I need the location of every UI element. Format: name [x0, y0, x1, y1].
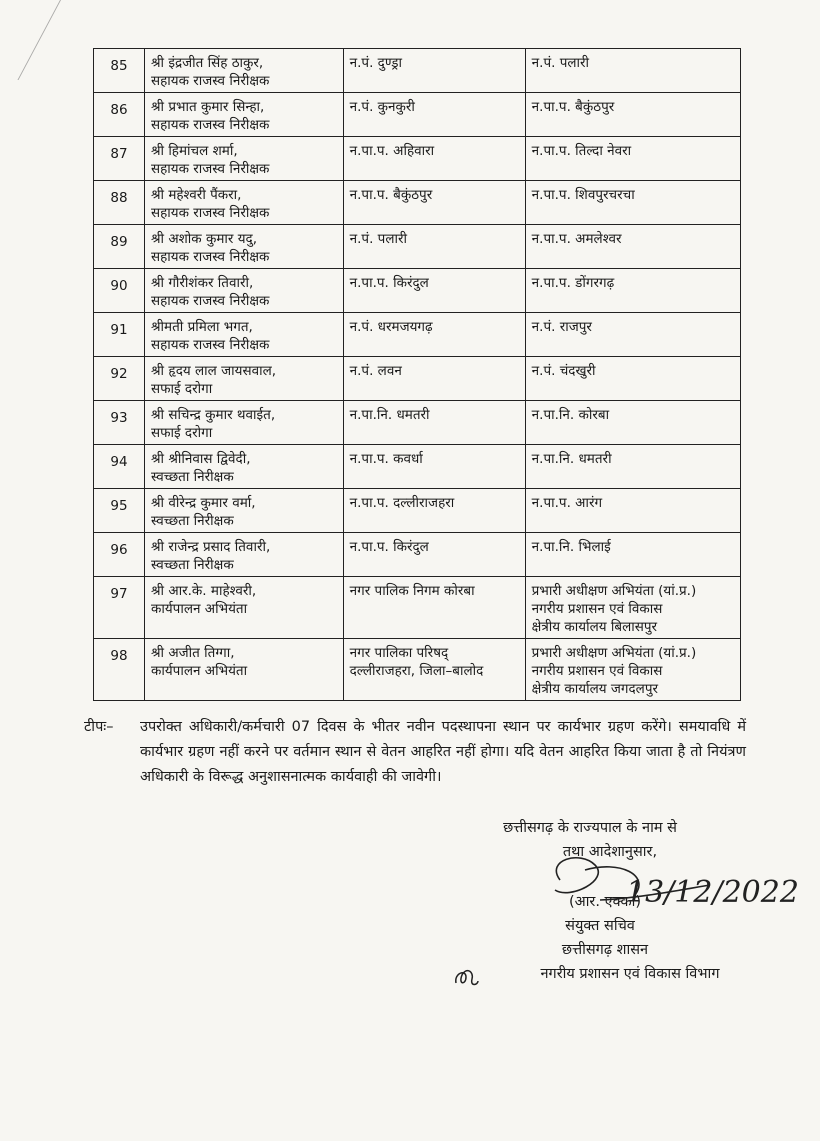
current-posting-cell — [343, 445, 525, 489]
employee-cell-name: श्री आर.के. माहेश्वरी, — [150, 583, 257, 599]
employee-cell-name: श्री गौरीशंकर तिवारी, — [150, 275, 254, 291]
current-posting-cell-line2: दल्लीराजहरा, जिला–बालोद — [349, 663, 484, 679]
table-row — [94, 93, 741, 137]
new-posting-cell-line1: न.पा.प. तिल्दा नेवरा — [531, 143, 632, 159]
new-posting-cell-line1: न.पा.प. बैकुंठपुर — [531, 99, 615, 115]
serial-number-cell — [94, 445, 145, 489]
serial-number-cell — [94, 489, 145, 533]
new-posting-cell-line2: नगरीय प्रशासन एवं विकास — [531, 601, 663, 617]
transfer-table — [93, 48, 741, 701]
new-posting-cell — [525, 445, 740, 489]
table-row — [94, 225, 741, 269]
table-row — [94, 533, 741, 577]
new-posting-cell — [525, 577, 740, 639]
current-posting-cell — [343, 577, 525, 639]
serial-number-cell-value: 88 — [110, 190, 128, 206]
new-posting-cell — [525, 357, 740, 401]
serial-number-cell — [94, 137, 145, 181]
new-posting-cell — [525, 49, 740, 93]
new-posting-cell-line1: न.पा.नि. धमतरी — [531, 451, 612, 467]
employee-cell-designation: कार्यपालन अभियंता — [150, 663, 248, 679]
serial-number-cell-value: 97 — [110, 586, 128, 602]
new-posting-cell — [525, 533, 740, 577]
employee-cell-name: श्री हिमांचल शर्मा, — [150, 143, 238, 159]
employee-cell-designation: स्वच्छता निरीक्षक — [150, 513, 234, 529]
employee-cell — [144, 401, 343, 445]
serial-number-cell-value: 91 — [110, 322, 128, 338]
transfer-table-body — [94, 49, 741, 701]
serial-number-cell — [94, 93, 145, 137]
new-posting-cell-line1: न.पा.प. शिवपुरचरचा — [531, 187, 635, 203]
signatory-title: संयुक्त सचिव — [565, 918, 635, 934]
signatory-name: (आर. एक्का) — [568, 894, 642, 910]
employee-cell-designation: सहायक राजस्व निरीक्षक — [150, 249, 270, 265]
current-posting-cell-line1: न.पा.नि. धमतरी — [349, 407, 430, 423]
page-fold-line — [0, 0, 61, 80]
current-posting-cell-line1: न.पा.प. किरंदुल — [349, 275, 429, 291]
current-posting-cell-line1: न.पं. दुण्ड्रा — [349, 55, 402, 71]
table-row — [94, 313, 741, 357]
employee-cell — [144, 93, 343, 137]
current-posting-cell — [343, 181, 525, 225]
new-posting-cell-line3: क्षेत्रीय कार्यालय बिलासपुर — [531, 619, 658, 635]
serial-number-cell — [94, 225, 145, 269]
employee-cell — [144, 577, 343, 639]
new-posting-cell-line2: नगरीय प्रशासन एवं विकास — [531, 663, 663, 679]
serial-number-cell — [94, 181, 145, 225]
employee-cell-designation: स्वच्छता निरीक्षक — [150, 557, 234, 573]
table-row — [94, 137, 741, 181]
current-posting-cell-line1: न.पं. कुनकुरी — [349, 99, 415, 115]
note-text: उपरोक्त अधिकारी/कर्मचारी 07 दिवस के भीतर नवीन पदस्थापना स्थान पर कार्यभार ग्रहण करेंगे। समयावधि में कार्यभार ग्रहण नहीं करने पर वर्तमान स्थान से वेतन आहरित नहीं होगा। यदि वेतन आहरित किया जाता है तो नियंत्रण अधिकारी के विरूद्ध अनुशासनात्मक कार्यवाही की जावेगी। — [140, 719, 746, 785]
employee-cell — [144, 49, 343, 93]
serial-number-cell-value: 86 — [110, 102, 128, 118]
employee-cell-name: श्री अजीत तिग्गा, — [150, 645, 235, 661]
new-posting-cell-line1: न.पं. चंदखुरी — [531, 363, 596, 379]
employee-cell — [144, 137, 343, 181]
current-posting-cell-line1: न.पा.प. अहिवारा — [349, 143, 435, 159]
new-posting-cell-line1: न.पं. राजपुर — [531, 319, 592, 335]
employee-cell-name: श्री वीरेन्द्र कुमार वर्मा, — [150, 495, 256, 511]
serial-number-cell — [94, 577, 145, 639]
new-posting-cell — [525, 93, 740, 137]
employee-cell-name: श्री महेश्वरी पैंकरा, — [150, 187, 242, 203]
current-posting-cell-line1: न.पा.प. बैकुंठपुर — [349, 187, 433, 203]
serial-number-cell-value: 87 — [110, 146, 128, 162]
serial-number-cell — [94, 269, 145, 313]
employee-cell — [144, 489, 343, 533]
new-posting-cell-line1: न.पा.प. डोंगरगढ़ — [531, 275, 615, 291]
employee-cell-designation: सहायक राजस्व निरीक्षक — [150, 293, 270, 309]
employee-cell-designation: सहायक राजस्व निरीक्षक — [150, 73, 270, 89]
current-posting-cell — [343, 137, 525, 181]
new-posting-cell-line1: प्रभारी अधीक्षण अभियंता (यां.प्र.) — [531, 645, 697, 661]
current-posting-cell-line1: न.पा.प. दल्लीराजहरा — [349, 495, 455, 511]
employee-cell-designation: स्वच्छता निरीक्षक — [150, 469, 234, 485]
employee-cell — [144, 357, 343, 401]
table-row — [94, 577, 741, 639]
serial-number-cell-value: 93 — [110, 410, 128, 426]
employee-cell-designation: सफाई दरोगा — [150, 381, 213, 397]
employee-cell-name: श्री प्रभात कुमार सिन्हा, — [150, 99, 265, 115]
current-posting-cell — [343, 269, 525, 313]
new-posting-cell-line1: प्रभारी अधीक्षण अभियंता (यां.प्र.) — [531, 583, 697, 599]
serial-number-cell — [94, 49, 145, 93]
current-posting-cell — [343, 93, 525, 137]
new-posting-cell — [525, 639, 740, 701]
current-posting-cell-line1: न.पा.प. कवर्धा — [349, 451, 423, 467]
current-posting-cell-line1: नगर पालिका परिषद् — [349, 645, 449, 661]
employee-cell — [144, 533, 343, 577]
serial-number-cell — [94, 533, 145, 577]
employee-cell-designation: सहायक राजस्व निरीक्षक — [150, 205, 270, 221]
table-row — [94, 357, 741, 401]
serial-number-cell-value: 96 — [110, 542, 128, 558]
employee-cell-name: श्री श्रीनिवास द्विवेदी, — [150, 451, 251, 467]
signatory-dept: नगरीय प्रशासन एवं विकास विभाग — [540, 966, 720, 982]
serial-number-cell-value: 94 — [110, 454, 128, 470]
current-posting-cell — [343, 357, 525, 401]
serial-number-cell-value: 90 — [110, 278, 128, 294]
new-posting-cell-line1: न.पं. पलारी — [531, 55, 590, 71]
employee-cell — [144, 225, 343, 269]
table-row — [94, 445, 741, 489]
new-posting-cell — [525, 269, 740, 313]
employee-cell — [144, 313, 343, 357]
employee-cell — [144, 269, 343, 313]
current-posting-cell — [343, 533, 525, 577]
employee-cell-designation: सहायक राजस्व निरीक्षक — [150, 337, 270, 353]
employee-cell-designation: कार्यपालन अभियंता — [150, 601, 248, 617]
current-posting-cell — [343, 639, 525, 701]
table-row — [94, 639, 741, 701]
serial-number-cell-value: 98 — [110, 648, 128, 664]
current-posting-cell-line1: न.पं. पलारी — [349, 231, 408, 247]
serial-number-cell-value: 95 — [110, 498, 128, 514]
serial-number-cell-value: 85 — [110, 58, 128, 74]
handwritten-signature — [540, 840, 820, 930]
employee-cell-designation: सहायक राजस्व निरीक्षक — [150, 161, 270, 177]
serial-number-cell-value: 92 — [110, 366, 128, 382]
employee-cell-name: श्री राजेन्द्र प्रसाद तिवारी, — [150, 539, 271, 555]
new-posting-cell-line1: न.पा.नि. कोरबा — [531, 407, 610, 423]
employee-cell-name: श्री इंद्रजीत सिंह ठाकुर, — [150, 55, 264, 71]
new-posting-cell — [525, 489, 740, 533]
note-label: टीपः– — [84, 719, 114, 735]
table-row — [94, 401, 741, 445]
new-posting-cell-line1: न.पा.नि. भिलाई — [531, 539, 611, 555]
current-posting-cell — [343, 225, 525, 269]
table-row — [94, 181, 741, 225]
employee-cell — [144, 639, 343, 701]
signature-line-1: छत्तीसगढ़ के राज्यपाल के नाम से — [503, 820, 677, 836]
employee-cell-designation: सहायक राजस्व निरीक्षक — [150, 117, 270, 133]
serial-number-cell — [94, 639, 145, 701]
employee-cell-name: श्री सचिन्द्र कुमार थवाईत, — [150, 407, 276, 423]
signatory-govt: छत्तीसगढ़ शासन — [561, 942, 649, 958]
new-posting-cell — [525, 225, 740, 269]
employee-cell — [144, 445, 343, 489]
table-row — [94, 269, 741, 313]
current-posting-cell — [343, 401, 525, 445]
new-posting-cell-line1: न.पा.प. अमलेश्वर — [531, 231, 622, 247]
initial-mark — [452, 965, 480, 991]
serial-number-cell — [94, 357, 145, 401]
current-posting-cell — [343, 313, 525, 357]
new-posting-cell-line1: न.पा.प. आरंग — [531, 495, 603, 511]
employee-cell-name: श्रीमती प्रमिला भगत, — [150, 319, 253, 335]
current-posting-cell-line1: नगर पालिक निगम कोरबा — [349, 583, 475, 599]
serial-number-cell — [94, 401, 145, 445]
current-posting-cell-line1: न.पं. लवन — [349, 363, 402, 379]
signature-date: 13/12/2022 — [626, 875, 799, 910]
new-posting-cell — [525, 401, 740, 445]
serial-number-cell-value: 89 — [110, 234, 128, 250]
signature-line-2: तथा आदेशानुसार, — [562, 844, 658, 860]
note-block — [84, 715, 746, 790]
serial-number-cell — [94, 313, 145, 357]
current-posting-cell-line1: न.पा.प. किरंदुल — [349, 539, 429, 555]
employee-cell — [144, 181, 343, 225]
current-posting-cell — [343, 489, 525, 533]
new-posting-cell — [525, 137, 740, 181]
table-row — [94, 49, 741, 93]
employee-cell-name: श्री हृदय लाल जायसवाल, — [150, 363, 277, 379]
current-posting-cell-line1: न.पं. धरमजयगढ़ — [349, 319, 433, 335]
table-row — [94, 489, 741, 533]
new-posting-cell — [525, 181, 740, 225]
new-posting-cell — [525, 313, 740, 357]
employee-cell-name: श्री अशोक कुमार यदु, — [150, 231, 258, 247]
employee-cell-designation: सफाई दरोगा — [150, 425, 213, 441]
current-posting-cell — [343, 49, 525, 93]
new-posting-cell-line3: क्षेत्रीय कार्यालय जगदलपुर — [531, 681, 659, 697]
